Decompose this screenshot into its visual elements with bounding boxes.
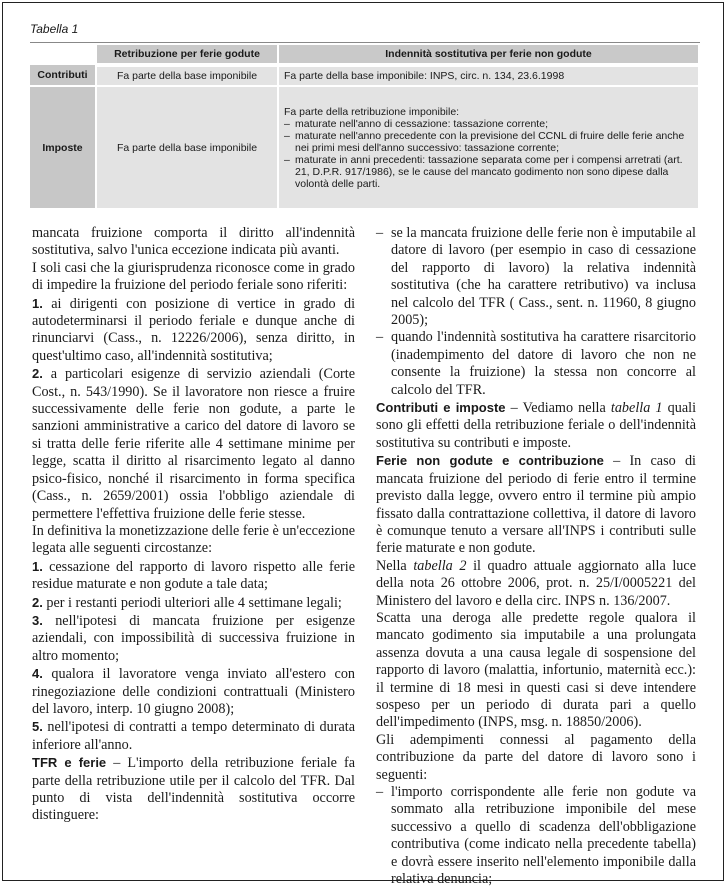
paragraph: Scatta una deroga alle predette regole qualora il mancato godimento sia imputabile a una prolungata assenza dovuta a una causa legale di sospensione del rapporto di lavoro (malattia, infortunio, maternità ecc.): il termine di 18 mesi in questi casi si deve intendere sospeso per un periodo di durata pari a quello dell'impedimento (INPS, msg. n. 18850/2006). [376,609,696,731]
dash-item: – se la mancata fruizione delle ferie non è imputabile al datore di lavoro (per esempio in caso di cessazione del rapporto di lavoro) la relativa indennità sostitutiva (che ha carattere retributivo) va inclusa nel calcolo del TFR ( Cass., sent. n. 11960, 8 giugno 2005); [376,225,696,329]
list-item [32,594,355,612]
item-number: 3. [32,612,43,628]
item-text: per i restanti periodi ulteriori alle 4 settimane legali; [46,594,342,611]
tax-contributions-table [28,43,700,210]
paragraph: I soli casi che la giurisprudenza riconosce come in grado di impedire la fruizione del periodo feriale sono riferiti: [32,259,355,294]
section-text: il quadro attuale aggiornato alla luce della nota 26 ottobre 2006, prot. n. 25/I/0005221 del Ministero del lavoro e della circ. INPS n. 136/2007. [376,557,696,609]
imposte-intro: Fa parte della retribuzione imponibile: [284,105,460,118]
list-item [32,365,355,523]
cell-imposte-godute: Fa parte della base imponibile [97,87,277,208]
dash-item: – l'importo corrispondente alle ferie non godute va sommato alla retribuzione imponibile del mese successivo a quello di scadenza dell'obbligazione contributiva (come indicato nella precedente tabella) e dovrà essere inserito nell'elemento imponibile dalla relativa denuncia; [376,784,696,888]
paragraph: Gli adempimenti connessi al pagamento della contribuzione da parte del datore di lavoro sono i seguenti: [376,731,696,783]
list-item: – maturate nell'anno precedente con la previsione del CCNL di fruire delle ferie anche nei primi mesi dell'anno successivo: tassazione corrente; [284,130,693,154]
list-item [32,612,355,665]
item-text: nell'ipotesi di contratti a tempo determinato di durata inferiore all'anno. [32,719,355,753]
left-column [32,225,355,825]
right-column [376,225,696,888]
paragraph [376,558,696,610]
item-number: 1. [32,295,43,311]
col-header-godute: Retribuzione per ferie godute [97,45,277,63]
item-text: nell'ipotesi di mancata fruizione per esigenze aziendali, con impossibilità di successiva fruizione in altro momento; [32,612,355,664]
paragraph [32,754,355,825]
section-heading-ferie: Ferie non godute e contribuzione [376,453,604,469]
list-item [32,558,355,594]
row-header-imposte: Imposte [30,87,95,208]
section-text: Nella [376,557,414,574]
list-item: – maturate nell'anno di cessazione: tassazione corrente; [284,118,693,130]
item-text: qualora il lavoratore venga inviato all'estero con rinegoziazione delle condizioni contrattuali (Ministero del lavoro, interp. 10 giugno 2008); [32,666,356,717]
cell-imposte-non-godute [279,87,698,208]
table-1 [30,20,700,210]
section-heading-tfr: TFR e ferie [32,755,107,771]
item-text: cessazione del rapporto di lavoro rispetto alle ferie residue maturate e non godute a tale data; [32,558,356,593]
paragraph: mancata fruizione comporta il diritto all'indennità sostitutiva, salvo l'unica eccezione indicata più avanti. [32,225,355,259]
dash-item: – quando l'indennità sostitutiva ha carattere risarcitorio (inadempimento del datore di lavoro che non ne consente la fruizione) la stessa non concorre al calcolo del TFR. [376,329,696,399]
cell-contributi-godute: Fa parte della base imponibile [97,67,277,85]
section-text: – Vediamo nella [505,400,611,417]
list-item [32,665,355,718]
section-text: quali sono gli effetti della retribuzione feriale o dell'indennità sostitutiva su contributi e imposte. [376,400,697,451]
imposte-list [284,118,693,190]
item-number: 2. [32,594,43,610]
paragraph [376,399,696,452]
section-text: – In caso di mancata fruizione del periodo di ferie entro il termine previsto dalla legge, ovvero entro il termine più ampio fissato dalla contrattazione collettiva, il datore di lavoro è comunque tenuto a versare all'INPS i contributi sulle ferie maturate e non godute. [376,453,696,557]
cell-contributi-non-godute: Fa parte della base imponibile: INPS, circ. n. 134, 23.6.1998 [279,67,698,85]
item-number: 2. [32,366,43,382]
item-number: 4. [32,666,43,682]
section-heading-contributi: Contributi e imposte [376,400,506,416]
list-item: – maturate in anni precedenti: tassazione separata come per i compensi arretrati (art. 21, D.P.R. 917/1986), se le cause del mancato godimento non sono dipese dalla volontà delle parti. [284,154,693,190]
item-number: 1. [32,558,43,574]
paragraph: In definitiva la monetizzazione delle ferie è un'eccezione legata alle seguenti circostanze: [32,522,355,557]
table-corner [30,45,95,63]
row-header-contributi: Contributi [30,65,95,85]
section-text: – L'importo della retribuzione feriale fa parte della retribuzione utile per il calcolo del TFR. Dal punto di vista dell'indennità sostitutiva occorre distinguere: [32,755,355,824]
table-ref: tabella 1 [610,400,663,417]
list-item [32,295,355,366]
paragraph [376,452,696,557]
list-item [32,718,355,754]
table-ref: tabella 2 [413,557,467,574]
table-title: Tabella 1 [30,20,700,43]
item-number: 5. [32,719,43,735]
item-text: ai dirigenti con posizione di vertice in grado di autodeterminarsi il periodo feriale e dunque anche di rinunciarvi (Cass., n. 12226/2006), senza diritto, in quest'ultimo caso, all'indennità sostitutiva; [32,295,356,364]
col-header-non-godute: Indennità sostitutiva per ferie non godute [279,45,698,63]
item-text: a particolari esigenze di servizio aziendali (Corte Cost., n. 543/1990). Se il lavoratore non riesce a fruire successivamente delle ferie non godute, a parte le sanzioni amministrative a carico del datore di lavoro se si tratta delle ferie riferite alle 4 settimane minime per legge, scatta il diritto al risarcimento legato al danno psico-fisico, nonché il risarcimento in forma specifica (Cass., n. 2659/2001) ossia l'obbligo aziendale di permettere l'effettiva fruizione delle ferie stesse. [32,366,355,522]
